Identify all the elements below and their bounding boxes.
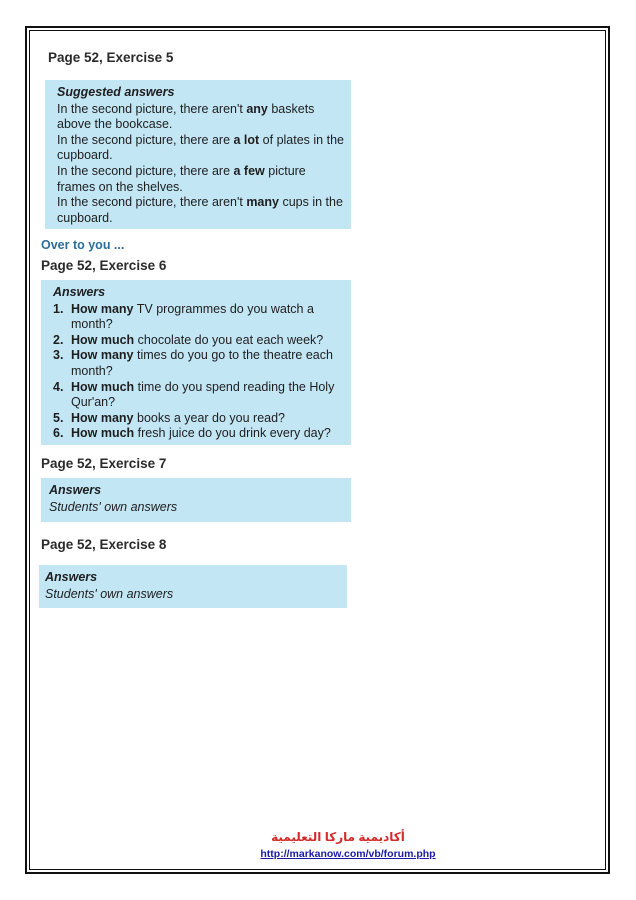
exercise-5-answer-box (45, 80, 351, 229)
exercise-8-answer-text: Students' own answers (45, 586, 174, 601)
academy-name: أكاديمية ماركا التعليمية (271, 830, 405, 844)
exercise-8-box-title: Answers (45, 570, 98, 584)
list-item: 5. How many books a year do you read? (53, 410, 286, 425)
exercise-7-heading: Page 52, Exercise 7 (41, 456, 167, 471)
exercise-5-line: In the second picture, there aren't many cups in the cupboard. (57, 195, 343, 225)
exercise-8-heading: Page 52, Exercise 8 (41, 537, 167, 552)
list-item: 3. How many times do you go to the theatre each month? (53, 348, 333, 378)
exercise-6-answer-list (53, 302, 345, 442)
exercise-6-box-title: Answers (53, 285, 106, 299)
exercise-5-heading: Page 52, Exercise 5 (48, 50, 174, 65)
exercise-7-answer-text: Students' own answers (49, 499, 178, 514)
forum-link[interactable]: http://markanow.com/vb/forum.php (260, 848, 436, 860)
list-item: 6. How much fresh juice do you drink every day? (53, 426, 331, 441)
exercise-7-answer-box (41, 478, 351, 522)
exercise-8-answer-box (39, 565, 347, 608)
exercise-7-box-title: Answers (49, 483, 102, 497)
exercise-5-box-title: Suggested answers (57, 85, 175, 99)
over-to-you-heading: Over to you ... (41, 238, 125, 252)
exercise-6-answer-box (41, 280, 351, 445)
list-item: 4. How much time do you spend reading the Holy Qur'an? (53, 379, 335, 410)
list-item: 2. How much chocolate do you eat each week? (53, 332, 324, 347)
exercise-5-line: In the second picture, there aren't any baskets above the bookcase. (57, 101, 315, 132)
exercise-6-heading: Page 52, Exercise 6 (41, 258, 167, 273)
list-item: 1. How many TV programmes do you watch a month? (53, 301, 314, 332)
exercise-5-line: In the second picture, there are a lot of plates in the cupboard. (57, 132, 344, 163)
exercise-5-line: In the second picture, there are a few picture frames on the shelves. (57, 163, 306, 194)
